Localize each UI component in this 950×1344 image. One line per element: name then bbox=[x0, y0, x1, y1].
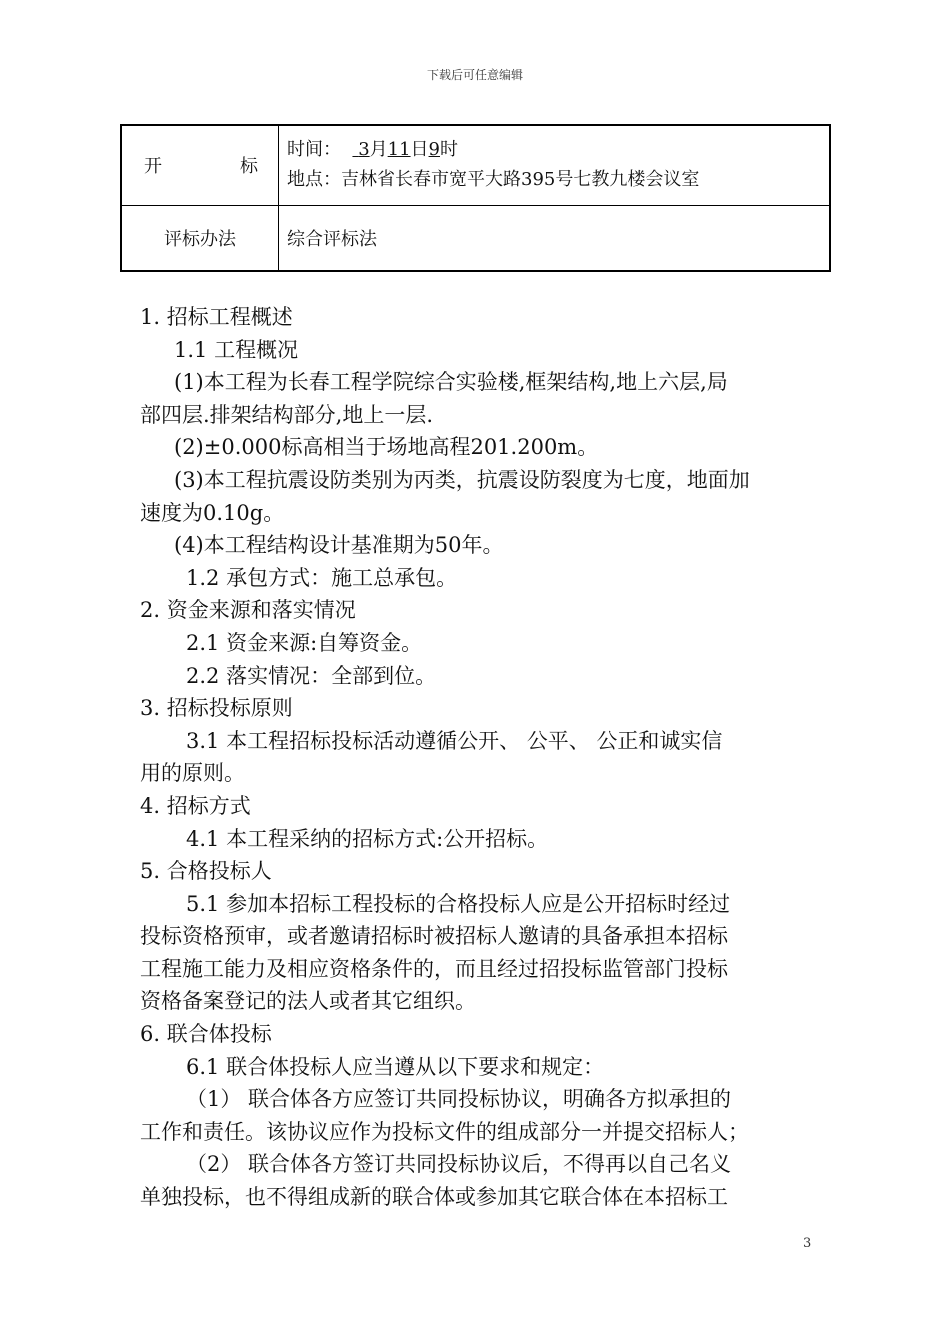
page-header-note: 下载后可任意编辑 bbox=[426, 68, 523, 82]
paragraph-line: 单独投标，也不得组成新的联合体或参加其它联合体在本招标工 bbox=[140, 1185, 728, 1210]
subsection-line: 6.1 联合体投标人应当遵从以下要求和规定： bbox=[186, 1054, 605, 1079]
opening-time: 时间： 3月11日9时 bbox=[287, 139, 458, 161]
paragraph-line: (4)本工程结构设计基准期为50年。 bbox=[174, 533, 504, 558]
paragraph-line: 部四层.排架结构部分,地上一层. bbox=[140, 402, 434, 427]
subsection-line: 2.2 落实情况：全部到位。 bbox=[186, 663, 437, 688]
paragraph-line: (1)本工程为长春工程学院综合实验楼,框架结构,地上六层,局 bbox=[174, 370, 728, 395]
paragraph-line: 投标资格预审，或者邀请招标时被招标人邀请的具备承担本招标 bbox=[140, 924, 728, 949]
opening-hour: 9 bbox=[428, 139, 440, 161]
section-heading: 6. 联合体投标 bbox=[140, 1022, 272, 1047]
subsection-line: 3.1 本工程招标投标活动遵循公开、 公平、 公正和诚实信 bbox=[186, 728, 723, 753]
subsection-line: 4.1 本工程采纳的招标方式:公开招标。 bbox=[186, 826, 549, 851]
page-number: 3 bbox=[803, 1236, 812, 1251]
section-heading: 4. 招标方式 bbox=[140, 793, 251, 818]
opening-day: 11 bbox=[387, 139, 411, 161]
evaluation-key-cell: 评标办法 bbox=[121, 205, 279, 271]
document-body bbox=[140, 301, 812, 1214]
tender-info-table bbox=[120, 124, 831, 272]
paragraph-line: (3)本工程抗震设防类别为丙类，抗震设防裂度为七度，地面加 bbox=[174, 467, 750, 492]
paragraph-line: 工程施工能力及相应资格条件的，而且经过招投标监管部门投标 bbox=[140, 956, 728, 981]
opening-place: 地点：吉林省长春市宽平大路395号七教九楼会议室 bbox=[287, 169, 700, 191]
opening-key-char-1: 开 bbox=[144, 156, 162, 178]
subsection-heading: 1.1 工程概况 bbox=[174, 337, 299, 362]
paragraph-line: 资格备案登记的法人或者其它组织。 bbox=[140, 989, 476, 1014]
opening-key-cell bbox=[121, 125, 279, 205]
subsection-line: 1.2 承包方式：施工总承包。 bbox=[186, 565, 458, 590]
table-row bbox=[121, 205, 830, 271]
paragraph-line: 速度为0.10g。 bbox=[140, 500, 285, 525]
list-item-line: （1） 联合体各方应签订共同投标协议，明确各方拟承担的 bbox=[186, 1087, 732, 1112]
opening-value-cell bbox=[279, 125, 831, 205]
paragraph-line: (2)±0.000标高相当于场地高程201.200m。 bbox=[174, 435, 599, 460]
opening-month: 3 bbox=[358, 139, 370, 161]
section-heading: 1. 招标工程概述 bbox=[140, 305, 293, 329]
subsection-line: 2.1 资金来源:自筹资金。 bbox=[186, 630, 423, 655]
table-row bbox=[121, 125, 830, 205]
evaluation-value-cell: 综合评标法 bbox=[279, 205, 831, 271]
paragraph-line: 用的原则。 bbox=[140, 761, 245, 786]
section-heading: 5. 合格投标人 bbox=[140, 859, 272, 884]
list-item-line: （2） 联合体各方签订共同投标协议后，不得再以自己名义 bbox=[186, 1152, 732, 1177]
section-heading: 2. 资金来源和落实情况 bbox=[140, 598, 356, 623]
section-heading: 3. 招标投标原则 bbox=[140, 696, 293, 721]
paragraph-line: 工作和责任。该协议应作为投标文件的组成部分一并提交招标人； bbox=[140, 1119, 749, 1144]
subsection-line: 5.1 参加本招标工程投标的合格投标人应是公开招标时经过 bbox=[186, 891, 731, 916]
opening-key-char-2: 标 bbox=[240, 156, 258, 178]
